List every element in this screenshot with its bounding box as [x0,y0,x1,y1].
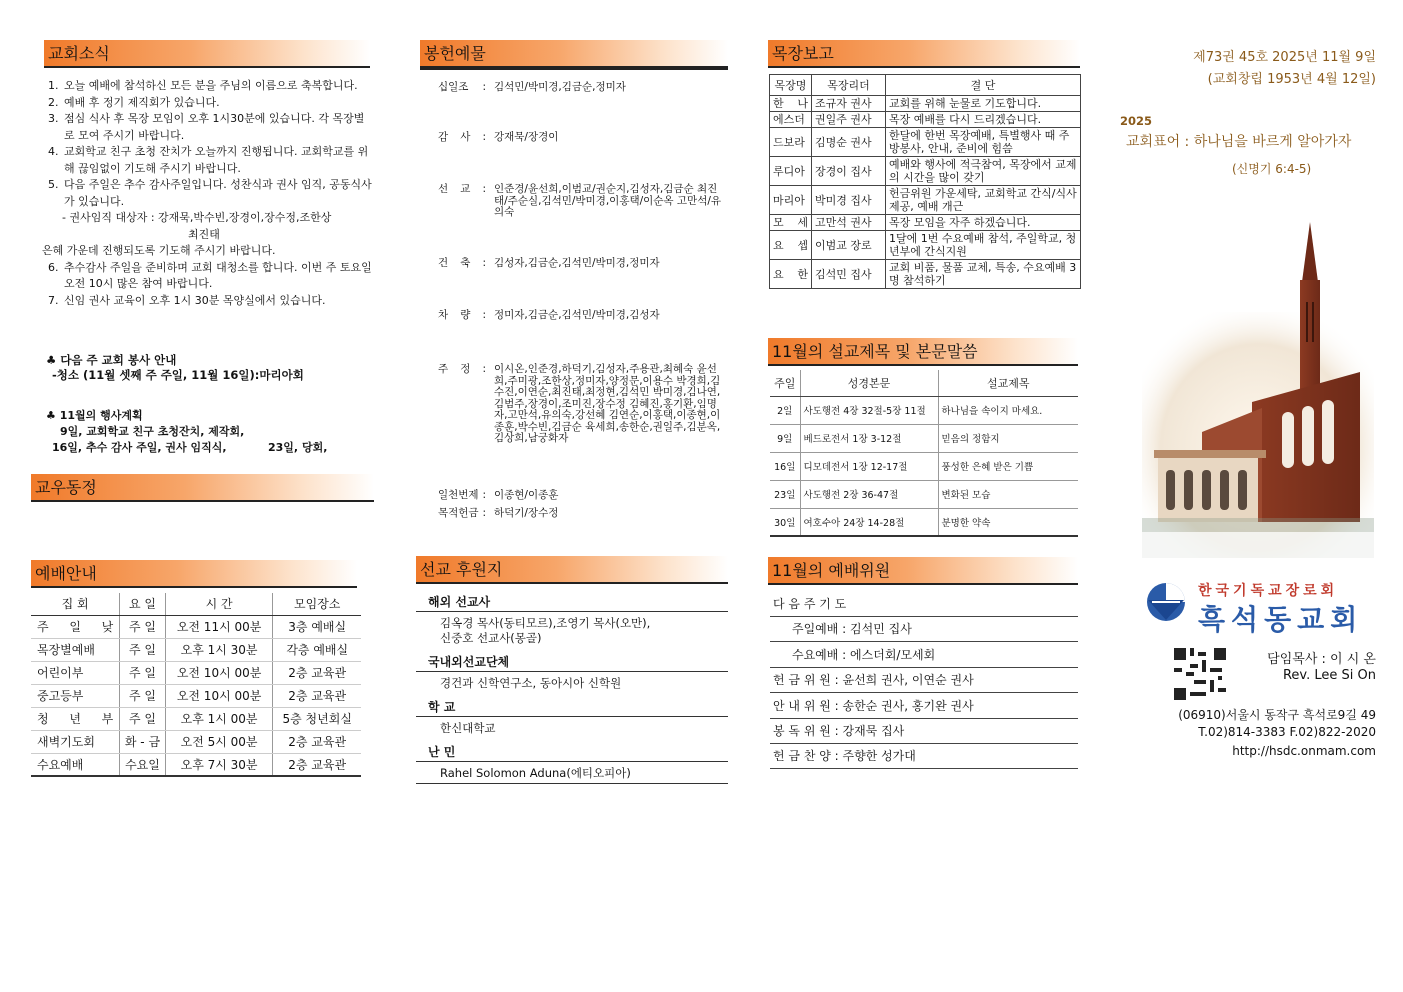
worship-cell: 각층 예배실 [273,638,361,661]
events-line-2a: 16일, 추수 감사 주일, 권사 임직식, [52,441,227,454]
sermon-row [770,480,1078,508]
worker-line: 다 음 주 기 도 [770,592,1078,617]
mission-heading: 국내외선교단체 [416,652,728,672]
worship-cell: 어린이부 [31,661,120,684]
sermon-cell: 30일 [770,508,800,536]
report-table [769,74,1081,289]
news-item [48,144,374,177]
service-line: -청소 (11월 셋째 주 주일, 11월 16일):마리아회 [52,368,304,382]
issue-line: 제73권 45호 2025년 11월 9일 [1193,50,1376,65]
mission-heading: 해외 선교사 [416,592,728,612]
report-cell: 헌금위원 가운세탁, 교회학교 간식/식사 제공, 예배 개근 [886,186,1081,215]
events-head: ♣ 11월의 행사계획 [46,409,143,422]
news-list [42,78,374,309]
worship-row [31,684,361,707]
worship-cell: 오전 10시 00분 [165,684,273,707]
worship-row [31,615,361,638]
sermon-cell: 23일 [770,480,800,508]
report-cell: 장경이 집사 [812,157,886,186]
offering-label: 십일조 : [438,81,486,93]
news-item [48,260,374,293]
sermon-cell: 베드로전서 1장 3-12절 [800,424,938,452]
mission-line: 김옥경 목사(동티모르),조영기 목사(오만), [440,616,651,630]
news-text: 추수감사 주일을 준비하며 교회 대청소를 합니다. 이번 주 토요일 오전 10시 많은 참여 바랍니다. [64,260,372,290]
mission-line: 신중호 선교사(몽골) [440,631,542,645]
qr-code-icon[interactable] [1174,648,1226,700]
sermon-row [770,396,1078,424]
worship-cell: 수요예배 [31,753,120,776]
mission-line: Rahel Solomon Aduna(에티오피아) [440,766,631,780]
worship-cell: 오후 7시 30분 [165,753,273,776]
news-item [48,95,374,112]
motto-year: 2025 [1120,114,1153,128]
sermon-cell: 믿음의 정함지 [938,424,1078,452]
worship-header-cell: 시 간 [165,593,273,615]
worship-header-cell: 요 일 [120,593,166,615]
mission-line: 한신대학교 [440,721,496,735]
worship-cell: 주 일 [120,615,166,638]
report-row [770,157,1081,186]
report-row [770,231,1081,260]
offering-row [438,490,724,502]
report-cell: 김명순 권사 [812,128,886,157]
news-number: 3. [48,112,59,125]
church-name: 흑석동교회 [1198,603,1364,636]
report-header-cell: 목장명 [770,75,812,96]
sermon-title: 11월의 설교제목 및 본문말씀 [768,338,1078,366]
worship-row [31,707,361,730]
worship-row [31,638,361,661]
worker-line: 수요예배 : 에스더회/모세회 [770,643,1078,668]
mission-bottom-rule [416,783,728,784]
church-logo-icon [1146,582,1186,622]
offering-names: 김석민/박미경,김금순,정미자 [494,81,626,93]
report-cell: 목장 모임을 자주 하겠습니다. [886,215,1081,231]
worship-cell: 3층 예배실 [273,615,361,638]
offering-names: 인준경/윤선희,이범교/권순지,김성자,김금순 최진태/주순실,김석민/박미경,이홍택/이순옥 고만석/유의숙 [494,183,722,218]
report-row [770,96,1081,112]
sermon-cell: 디모데전서 1장 12-17절 [800,452,938,480]
report-cell: 에스더 [770,112,812,128]
worship-title: 예배안내 [31,560,357,588]
report-row [770,215,1081,231]
sermon-header-cell: 성경본문 [800,370,938,396]
offering-row [438,82,724,94]
news-text: 다음 주일은 추수 감사주일입니다. 성찬식과 권사 임직, 공동식사가 있습니다. [64,178,372,208]
report-title: 목장보고 [768,40,1080,68]
worship-cell: 청 년 부 [31,707,120,730]
offering-label: 건 축 : [438,257,486,269]
sermon-cell: 사도행전 2장 36-47절 [800,480,938,508]
report-cell: 권일주 권사 [812,112,886,128]
address: (06910)서울시 동작구 흑석로9길 49 [1178,708,1376,722]
sermon-cell: 사도행전 4장 32절-5장 11절 [800,396,938,424]
worship-cell: 오전 10시 00분 [165,661,273,684]
news-number: 2. [48,95,59,109]
sermon-header-cell: 주일 [770,370,800,396]
phone-fax: T.02)814-3383 F.02)822-2020 [1198,725,1376,739]
news-number: 4. [48,145,59,158]
news-text: 점심 식사 후 목장 모임이 오후 1시30분에 있습니다. 각 목장별로 모여 주시기 바랍니다. [64,112,365,142]
report-row [770,128,1081,157]
worker-line: 헌 금 위 원 : 윤선희 권사, 이연순 권사 [770,668,1078,693]
sermon-row [770,508,1078,536]
worker-line: 안 내 위 원 : 송한순 권사, 홍기완 권사 [770,694,1078,719]
worship-cell: 오후 1시 30분 [165,638,273,661]
website-link[interactable]: http://hsdc.onmam.com [1232,744,1376,758]
offering-label: 선 교 : [438,183,486,195]
sermon-row [770,452,1078,480]
pastor-name: 담임목사 : 이 시 온 [1267,652,1376,667]
events-line-1: 9일, 교회학교 친구 초청잔치, 제작회, [60,425,245,438]
mission-heading: 학 교 [416,697,728,717]
news-sub-line: - 권사임직 대상자 : 강재묵,박수빈,장경이,장수정,조한상 [62,211,332,224]
news-text: 신임 권사 교육이 오후 1시 30분 목양실에서 있습니다. [64,293,326,307]
worship-table [31,593,361,777]
members-title: 교우동정 [31,474,374,502]
report-cell: 고만석 권사 [812,215,886,231]
news-number: 6. [48,260,59,274]
news-item [48,111,374,144]
worship-header-cell: 모임장소 [273,593,361,615]
report-cell: 드보라 [770,128,812,157]
sermon-cell: 여호수아 24장 14-28절 [800,508,938,536]
worship-cell: 2층 교육관 [273,684,361,707]
worship-cell: 2층 교육관 [273,753,361,776]
worship-cell: 화 - 금 [120,730,166,753]
offering-row [438,310,724,322]
offering-names: 이시온,인준경,하덕기,김성자,주용관,최혜숙 윤선희,주미광,조한상,정미자,양정문,이용수 박경희,김수진,이연순,최진태,최정현,김석민 박미경,김나연,김범주,장경이,조미진,장수정 김혜진,홍기환,임명자,고만석,유의숙,강선혜 김연순,이홍택,이종현,이종훈,박수빈,김금순 육세희,송한순,권일주,김분옥,김상희,남궁화자 [494,363,721,444]
sermon-cell: 변화된 모습 [938,480,1078,508]
offering-row [438,132,724,144]
offering-divider [420,68,728,70]
report-cell: 한 나 [770,96,812,112]
worker-line: 주일예배 : 김석민 집사 [770,617,1078,642]
offering-row [438,184,724,219]
worship-cell: 새벽기도회 [31,730,120,753]
report-cell: 한달에 한번 목장예배, 특별행사 때 주방봉사, 안내, 준비에 힘씀 [886,128,1081,157]
report-cell: 마리아 [770,186,812,215]
worship-header-cell: 집 회 [31,593,120,615]
report-row [770,112,1081,128]
mission-heading: 난 민 [416,742,728,762]
offering-label: 주 정 : [438,363,486,375]
worship-cell: 주 일 [120,707,166,730]
offering-label: 일천번제 : [438,489,486,501]
worship-cell: 수요일 [120,753,166,776]
worship-row [31,661,361,684]
service-head: ♣ 다음 주 교회 봉사 안내 [46,353,177,367]
worship-cell: 2층 교육관 [273,661,361,684]
sermon-cell: 16일 [770,452,800,480]
sermon-row [770,424,1078,452]
report-cell: 교회 비품, 물품 교체, 특송, 수요예배 3명 참석하기 [886,260,1081,289]
report-cell: 루디아 [770,157,812,186]
offering-label: 차 량 : [438,309,486,321]
news-text: 교회학교 친구 초청 잔치가 오늘까지 진행됩니다. 교회학교를 위해 끊임없이 기도해 주시기 바랍니다. [64,145,369,175]
news-item [48,177,374,210]
report-cell: 예배와 행사에 적극참여, 목장에서 교제의 시간을 많이 갖기 [886,157,1081,186]
report-cell: 요 셉 [770,231,812,260]
report-cell: 조규자 권사 [812,96,886,112]
founded-line: (교회창립 1953년 4월 12일) [1207,72,1376,87]
worship-cell: 주 일 [120,638,166,661]
report-cell: 목장 예배를 다시 드리겠습니다. [886,112,1081,128]
report-cell: 교회를 위해 눈물로 기도합니다. [886,96,1081,112]
sermon-cell: 하나님을 속이지 마세요. [938,396,1078,424]
pastor-name-en: Rev. Lee Si On [1282,668,1376,683]
worship-cell: 주 일 [120,661,166,684]
worship-row [31,730,361,753]
report-cell: 요 한 [770,260,812,289]
mission-title: 선교 후원지 [416,556,728,584]
news-item [48,78,374,95]
sermon-cell: 풍성한 은혜 받은 기쁨 [938,452,1078,480]
sermon-cell: 9일 [770,424,800,452]
worker-line: 헌 금 찬 양 : 주향한 성가대 [770,744,1078,769]
motto-verse: (신명기 6:4-5) [1232,162,1312,176]
report-row [770,186,1081,215]
church-building-image [1142,222,1374,558]
report-cell: 박미경 집사 [812,186,886,215]
offering-names: 정미자,김금순,김석민/박미경,김성자 [494,309,660,321]
news-item [48,293,374,310]
worship-cell: 오전 5시 00분 [165,730,273,753]
sermon-cell: 분명한 약속 [938,508,1078,536]
worship-cell: 2층 교육관 [273,730,361,753]
sermon-table [770,370,1078,537]
worship-cell: 주 일 [120,684,166,707]
sermon-header-cell: 설교제목 [938,370,1078,396]
report-cell: 이범교 장로 [812,231,886,260]
report-cell: 1달에 1번 수요예배 참석, 주일학교, 청년부에 간식지원 [886,231,1081,260]
mission-line: 경건과 신학연구소, 동아시아 신학원 [440,676,622,690]
news-number: 5. [48,178,59,191]
offering-label: 감 사 : [438,131,486,143]
worker-title: 11월의 예배위원 [768,557,1078,585]
report-row [770,260,1081,289]
worship-cell: 중고등부 [31,684,120,707]
worship-cell: 5층 청년회실 [273,707,361,730]
offering-names: 이종현/이종훈 [494,489,559,501]
report-cell: 김석민 집사 [812,260,886,289]
news-text: 예배 후 정기 제직회가 있습니다. [64,95,220,109]
worker-line: 봉 독 위 원 : 강재묵 집사 [770,719,1078,744]
news-text: 오늘 예배에 참석하신 모든 분을 주님의 이름으로 축복합니다. [64,79,358,92]
offering-names: 강재묵/장경이 [494,131,559,143]
events-line-2b: 23일, 당회, [268,441,328,454]
report-header-cell: 결 단 [886,75,1081,96]
sermon-cell: 2일 [770,396,800,424]
report-header-cell: 목장리더 [812,75,886,96]
news-number: 7. [48,293,59,307]
news-sub-line: 은혜 가운데 진행되도록 기도해 주시기 바랍니다. [42,244,276,257]
news-sub-line: 최진태 [188,227,220,241]
offering-row [438,258,724,270]
denomination-name: 한국기독교장로회 [1198,583,1339,599]
news-title: 교회소식 [44,40,370,68]
offering-names: 김성자,김금순,김석민/박미경,정미자 [494,257,660,269]
worship-cell: 주 일 낮 [31,615,120,638]
worship-cell: 목장별예배 [31,638,120,661]
motto: 교회표어 : 하나님을 바르게 알아가자 [1126,134,1352,150]
worship-row [31,753,361,776]
report-cell: 모 세 [770,215,812,231]
offering-label: 목적헌금 : [438,507,486,519]
offering-title: 봉헌예물 [420,40,728,68]
offering-row [438,364,724,445]
offering-row [438,508,724,520]
worship-cell: 오전 11시 00분 [165,615,273,638]
news-number: 1. [48,79,59,92]
worship-cell: 오후 1시 00분 [165,707,273,730]
offering-names: 하덕기/장수정 [494,507,559,519]
